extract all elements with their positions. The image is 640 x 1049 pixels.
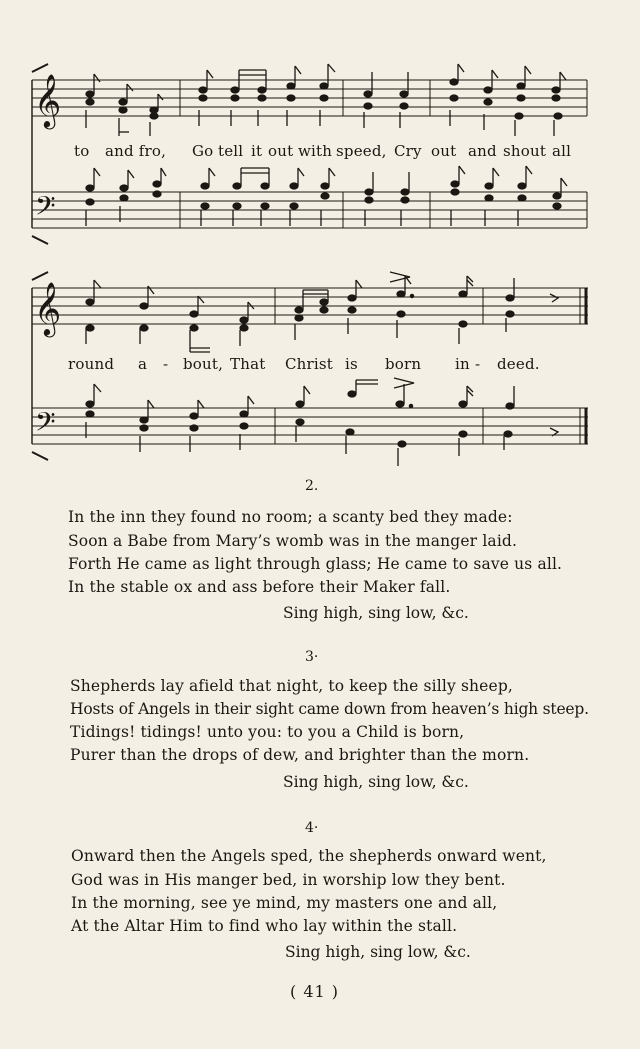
lyric-word: That <box>230 355 266 373</box>
lyric-word: - <box>475 355 481 373</box>
verse-line: Forth He came as light through glass; He came to save us all. <box>68 555 563 573</box>
refrain-line: Sing high, sing low, &c. <box>283 773 469 791</box>
refrain-line: Sing high, sing low, &c. <box>285 943 471 961</box>
page-number: ( 41 ) <box>290 982 340 1001</box>
lyric-word: Go <box>192 142 214 160</box>
lyric-word: and fro, <box>105 142 167 160</box>
lyric-word: with <box>298 142 333 160</box>
music-system-1 <box>0 60 640 245</box>
refrain-line: Sing high, sing low, &c. <box>283 604 469 622</box>
verse-line: At the Altar Him to find who lay within the stall. <box>71 917 458 935</box>
verse-line: Purer than the drops of dew, and brighter than the morn. <box>70 746 530 764</box>
lyrics-row-2 <box>0 355 640 377</box>
verse-number: 4· <box>305 820 319 836</box>
lyrics-row-1 <box>0 142 640 164</box>
lyric-word: round <box>68 355 115 373</box>
bass-clef-icon: 𝄢 <box>35 406 56 444</box>
verse-line: In the stable ox and ass before their Maker fall. <box>68 578 451 596</box>
lyric-word: - <box>163 355 169 373</box>
lyric-word: tell <box>218 142 244 160</box>
lyric-word: to <box>74 142 90 160</box>
lyric-word: it <box>251 142 263 160</box>
verse-line: Hosts of Angels in their sight came down from heaven’s high steep. <box>70 700 589 718</box>
verse-line: In the inn they found no room; a scanty bed they made: <box>68 508 513 526</box>
lyric-word: is <box>345 355 358 373</box>
music-system-2 <box>0 268 640 473</box>
lyric-word: all <box>552 142 572 160</box>
lyric-word: a <box>138 355 148 373</box>
lyric-word: Cry <box>394 142 422 160</box>
lyric-word: and <box>468 142 497 160</box>
lyric-word: speed, <box>336 142 387 160</box>
treble-clef-icon: 𝄞 <box>34 73 62 127</box>
verse-line: Soon a Babe from Mary’s womb was in the manger laid. <box>68 532 518 550</box>
lyric-word: shout <box>503 142 547 160</box>
lyric-word: out <box>431 142 457 160</box>
verse-number: 2. <box>305 478 319 494</box>
verse-line: In the morning, see ye mind, my masters one and all, <box>71 894 498 912</box>
verse-line: Onward then the Angels sped, the shepherds onward went, <box>71 847 547 865</box>
lyric-word: born <box>385 355 422 373</box>
lyric-word: bout, <box>183 355 224 373</box>
verse-line: Tidings! tidings! unto you: to you a Child is born, <box>70 723 465 741</box>
verse-number: 3· <box>305 649 319 665</box>
lyric-word: deed. <box>497 355 540 373</box>
lyric-word: out <box>268 142 294 160</box>
verse-line: Shepherds lay afield that night, to keep the silly sheep, <box>70 677 513 695</box>
bass-clef-icon: 𝄢 <box>35 190 56 228</box>
lyric-word: in <box>455 355 470 373</box>
lyric-word: Christ <box>285 355 334 373</box>
treble-clef-icon: 𝄞 <box>34 281 62 335</box>
verse-line: God was in His manger bed, in worship low they bent. <box>71 871 506 889</box>
